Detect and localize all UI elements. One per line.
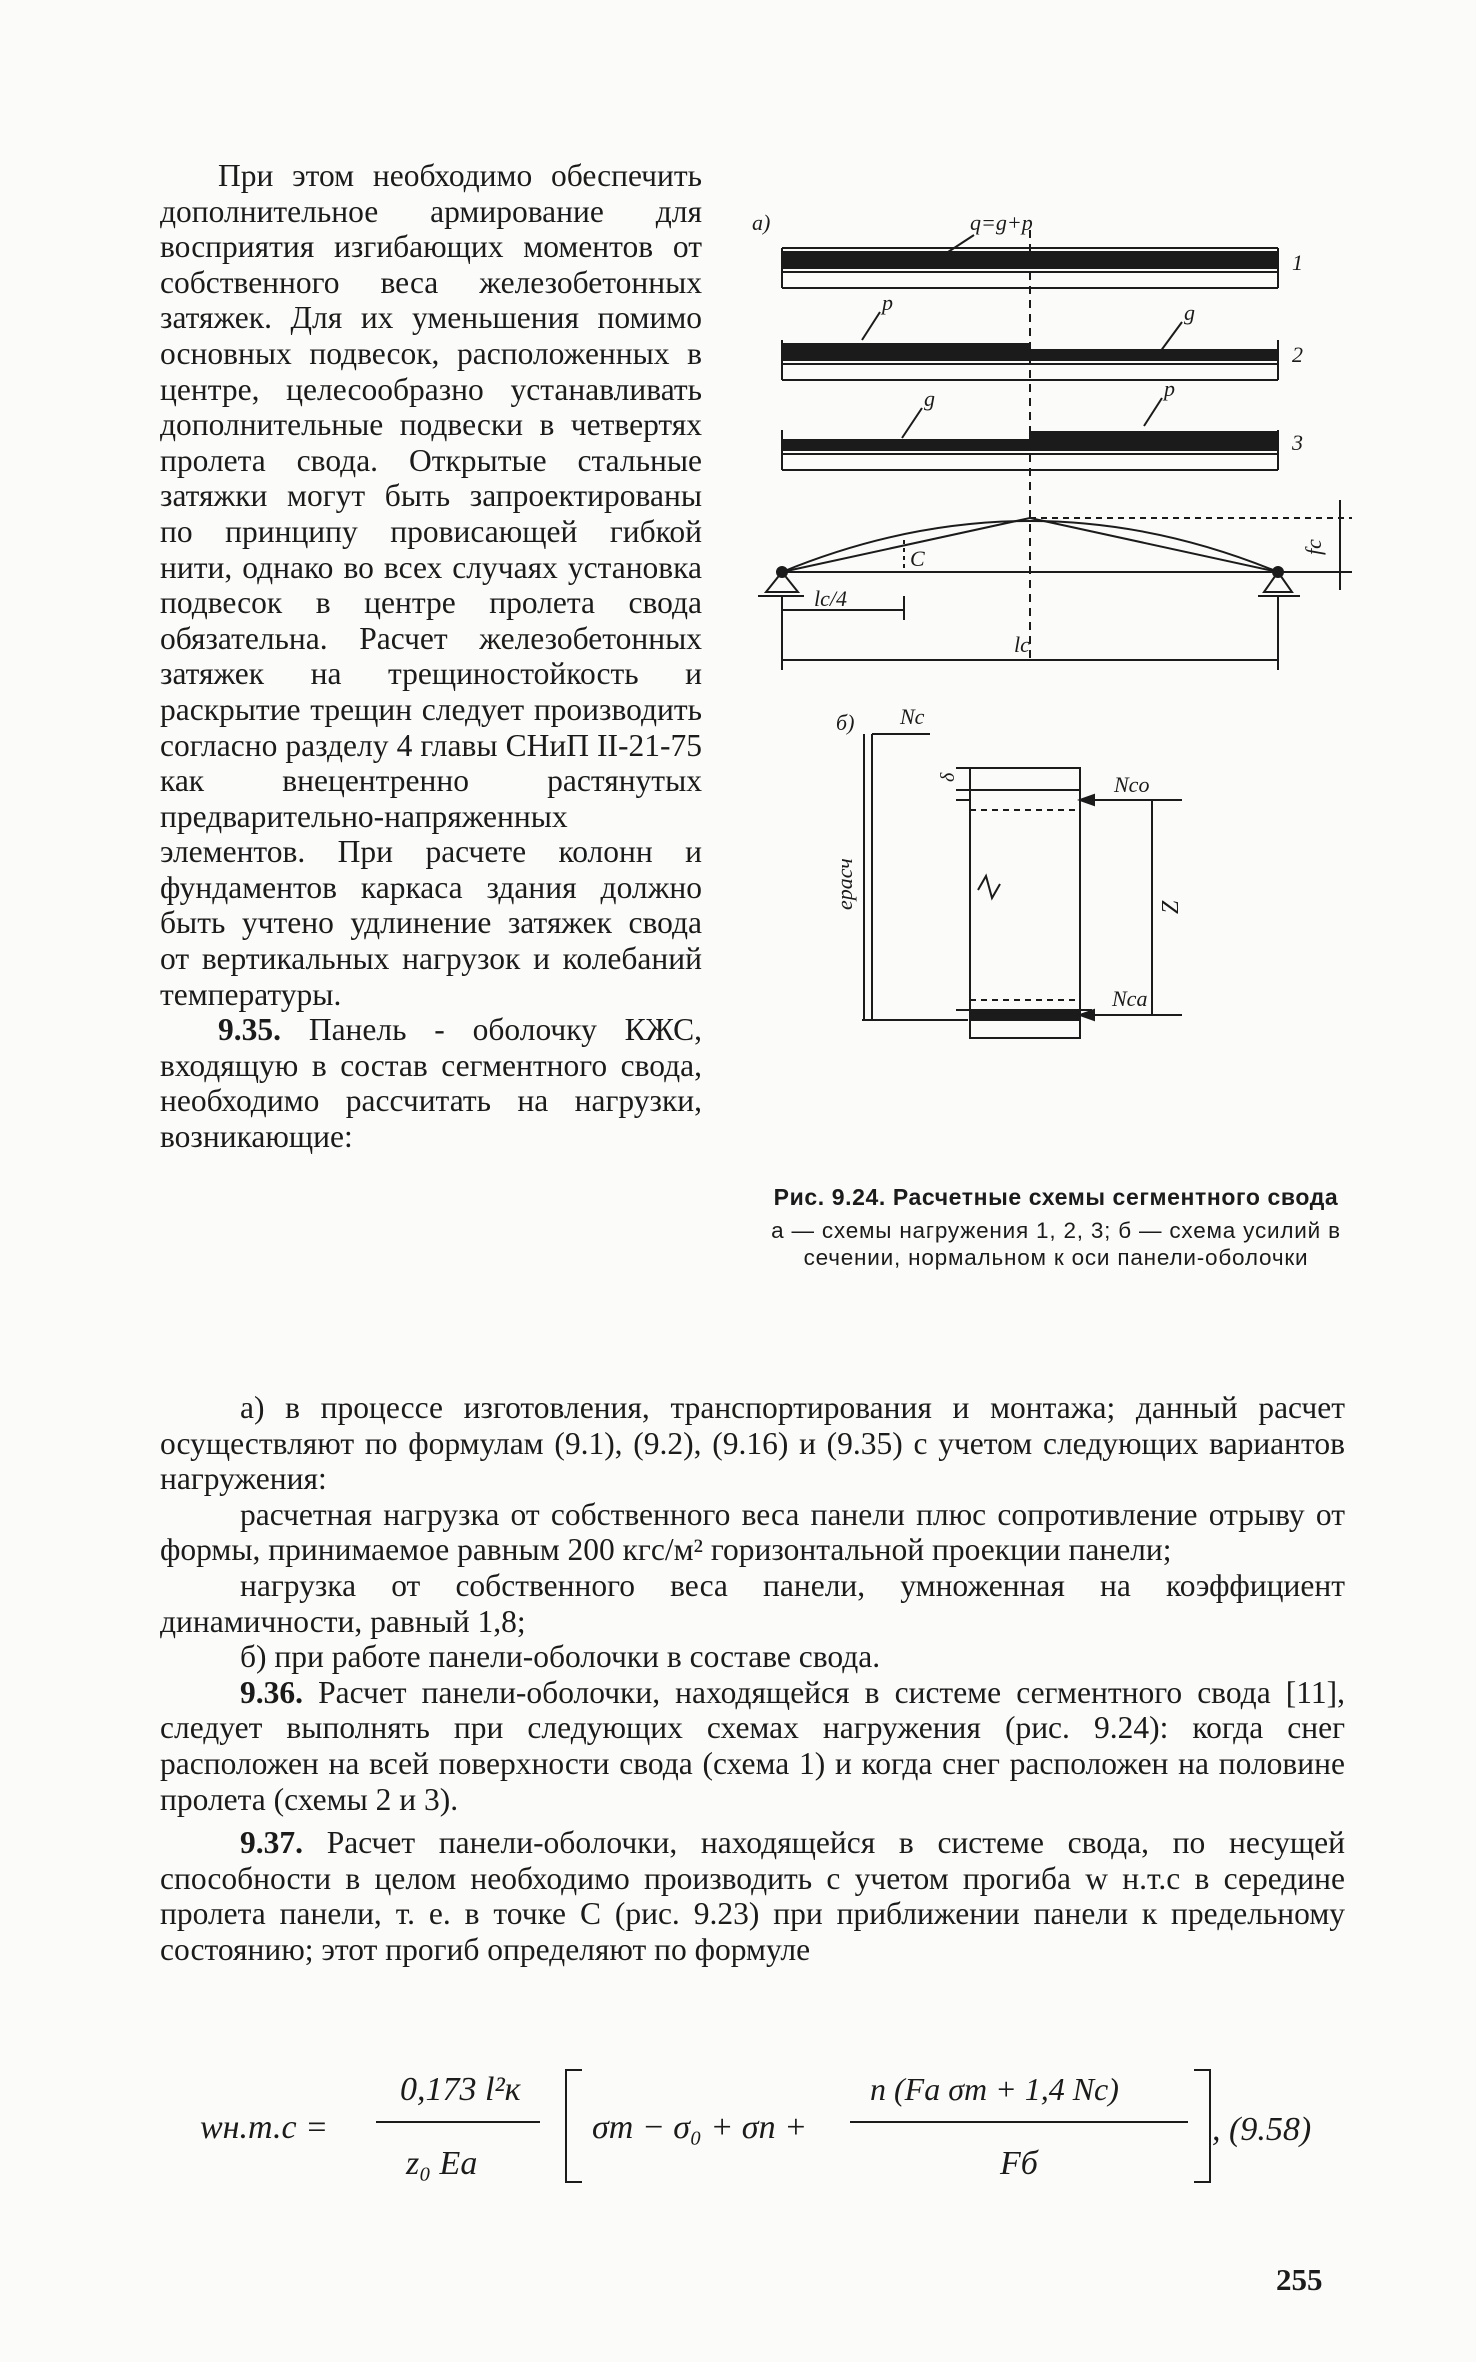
- figure-label-b: б): [836, 710, 855, 735]
- caption-title: Рис. 9.24. Расчетные схемы сегментного свода: [773, 1184, 1339, 1210]
- formula-lhs: wн.т.с =: [200, 2109, 329, 2146]
- paragraph-9-37: [160, 1825, 1345, 1967]
- item-b: б) при работе панели-оболочки в составе свода.: [240, 1639, 881, 1675]
- span-label: lc: [1014, 632, 1030, 657]
- scheme-3-load: [782, 430, 1278, 470]
- figure-9-24: [752, 200, 1372, 1060]
- scheme-3-number: 3: [1292, 430, 1303, 455]
- item-a: а) в процессе изготовления, транспортирования и монтажа; данный расчет осуществляют по формулам (9.1), (9.2), (9.16) и (9.35) с учетом следующих вариантов нагружения:: [160, 1390, 1345, 1497]
- caption-text: а — схемы нагружения 1, 2, 3; б — схема усилий в сечении, нормальном к оси панели-оболочки: [771, 1218, 1341, 1270]
- formula-numerator: 0,173 l²к: [400, 2071, 521, 2108]
- q-label: q=g+p: [970, 210, 1033, 235]
- paragraph-armirovanie: При этом необходимо обеспечить дополнительное армирование для восприятия изгибающих моментов от собственного веса железобетонных затяжек. Для их уменьшения помимо основных подвесок, расположенных в центре, целесообразно устанавливать дополнительные подвески в четвертях пролета свода. Открытые стальные затяжки могут быть запроектированы по принципу провисающей гибкой нити, однако во всех случаях установка подвесок в центре пролета свода обязательна. Расчет железобетонных затяжек на трещиностойкость и раскрытие трещин следует производить согласно разделу 4 главы СНиП II-21-75 как внецентренно растянутых предварительно-напряженных элементов. При расчете колонн и фундаментов каркаса здания должно быть учтено удлинение затяжек свода от вертикальных нагрузок и колебаний температуры.: [160, 158, 702, 1012]
- quarter-span-label: lc/4: [814, 586, 847, 611]
- formula-bracket-terms: σт − σ₀ + σп +: [592, 2109, 808, 2146]
- section-text: Расчет панели-оболочки, находящейся в системе свода, по несущей способности в целом необходимо производить с учетом прогиба w н.т.с в середине пролета панели, т. е. в точке С (рис. 9.23) при приближении панели к предельному состоянию; этот прогиб определяют по формуле: [160, 1825, 1345, 1967]
- figure-caption: [752, 1183, 1360, 1271]
- section-number: 9.36.: [240, 1674, 303, 1710]
- point-c-label: C: [910, 546, 925, 571]
- item-a-2: нагрузка от собственного веса панели, умноженная на коэффициент динамичности, равный 1,8;: [160, 1567, 1345, 1639]
- scheme-2-number: 2: [1292, 342, 1303, 367]
- e-rasch-label: eрасч: [832, 858, 857, 910]
- rise-label: fc: [1301, 539, 1326, 555]
- nca-label: Nca: [1112, 986, 1148, 1011]
- left-text-column: [160, 158, 702, 1155]
- formula-inner-denominator: Fб: [1000, 2145, 1038, 2182]
- page-number: 255: [1276, 2262, 1323, 2297]
- section-number: 9.35.: [218, 1012, 281, 1048]
- section-text: Расчет панели-оболочки, находящейся в системе сегментного свода [11], следует выполнять при следующих схемах нагружения (рис. 9.24): когда снег расположен на всей поверхности свода (схема 1) и когда снег расположен на половине пролета (схемы 2 и 3).: [160, 1674, 1345, 1817]
- scheme-1-number: 1: [1292, 250, 1303, 275]
- section-number: 9.37.: [240, 1825, 303, 1861]
- full-width-text: [160, 1390, 1345, 1968]
- nco-label: Nco: [1114, 772, 1150, 797]
- formula-inner-numerator: n (Fа σт + 1,4 Nс): [870, 2071, 1119, 2107]
- formula-denominator: z₀ Eа: [406, 2145, 478, 2182]
- scheme-1-load: [782, 248, 1278, 288]
- load-p-2: p: [882, 290, 893, 315]
- section-text: Панель - оболочку КЖС, входящую в состав сегментного свода, необходимо рассчитать на нагрузки, возникающие:: [160, 1012, 702, 1155]
- item-a-1: расчетная нагрузка от собственного веса панели плюс сопротивление отрыву от формы, принимаемое равным 200 кгс/м² горизонтальной проекции панели;: [160, 1496, 1345, 1568]
- figure-label-a: а): [752, 210, 771, 235]
- formula-number: , (9.58): [1212, 2111, 1312, 2148]
- load-g-3: g: [924, 386, 935, 411]
- load-p-3: p: [1164, 376, 1175, 401]
- arch-scheme: [758, 500, 1352, 596]
- z-label: Z: [1158, 900, 1184, 914]
- nc-label: Nc: [900, 704, 925, 729]
- delta-label: δ: [937, 772, 959, 782]
- paragraph-9-36: [160, 1675, 1345, 1817]
- paragraph-9-35: [160, 1012, 702, 1154]
- formula-9-58: [200, 2050, 1400, 2200]
- load-g-2: g: [1184, 300, 1195, 325]
